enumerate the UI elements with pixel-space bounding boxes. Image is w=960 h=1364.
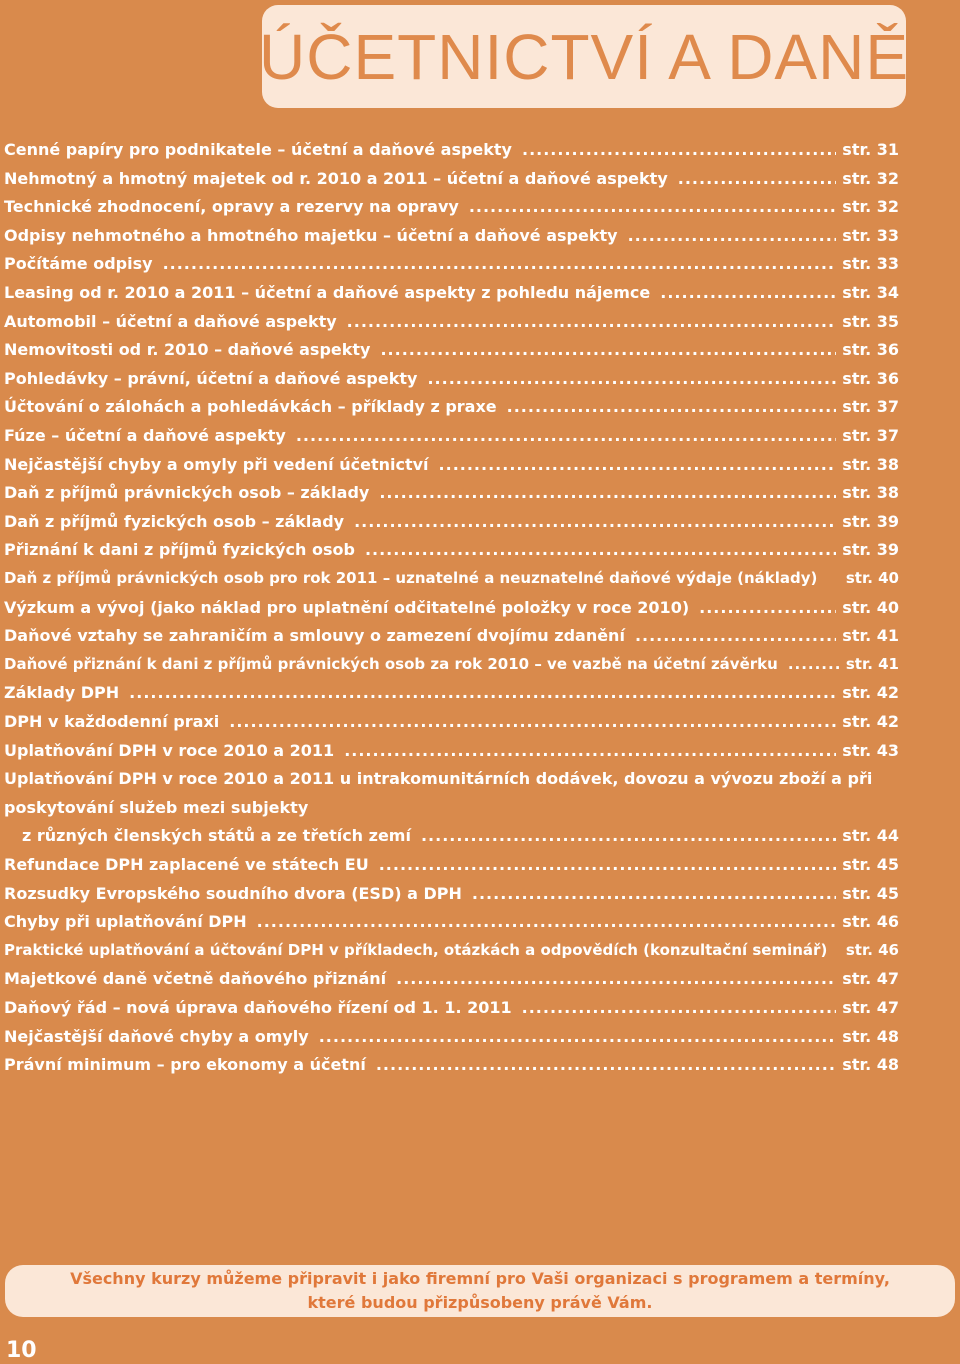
toc-entry[interactable] [4, 941, 899, 969]
toc-entry-page: str. 41 [845, 654, 899, 673]
toc-entry[interactable] [4, 1055, 899, 1083]
leader-dots [296, 426, 836, 445]
toc-entry-label: Uplatňování DPH v roce 2010 a 2011 u intrakomunitárních dodávek, dovozu a vývozu zboží a při [4, 769, 873, 789]
toc-entry-label: Praktické uplatňování a účtování DPH v příkladech, otázkách a odpovědích (konzultační seminář) [4, 940, 828, 959]
toc-entry-page: str. 44 [842, 826, 899, 846]
toc-entry-page: str. 35 [842, 311, 899, 331]
leader-dots [354, 512, 836, 531]
toc-entry[interactable] [4, 340, 899, 368]
leader-dots [678, 169, 837, 188]
toc-entry[interactable] [4, 169, 899, 197]
toc-entry-label: Nejčastější chyby a omyly při vedení účetnictví [4, 454, 429, 474]
toc-entry-label: Technické zhodnocení, opravy a rezervy na opravy [4, 197, 459, 217]
toc-entry-label: Nemovitosti od r. 2010 – daňové aspekty [4, 340, 371, 360]
leader-dots [344, 741, 836, 760]
toc-entry[interactable] [4, 369, 899, 397]
toc-entry[interactable] [4, 998, 899, 1026]
leader-dots [507, 397, 837, 416]
toc-entry[interactable] [4, 397, 899, 425]
leader-dots [229, 712, 836, 731]
toc-entry-label: Výzkum a vývoj (jako náklad pro uplatnění odčitatelné položky v roce 2010) [4, 597, 690, 617]
toc-entry-label: Automobil – účetní a daňové aspekty [4, 311, 337, 331]
toc-entry-label: Nehmotný a hmotný majetek od r. 2010 a 2011 – účetní a daňové aspekty [4, 168, 668, 188]
leader-dots [319, 1027, 837, 1046]
toc-entry[interactable] [4, 741, 899, 769]
leader-dots [257, 912, 837, 931]
toc-entry-label: poskytování služeb mezi subjekty [4, 797, 309, 817]
toc-entry-page: str. 31 [842, 140, 899, 159]
toc-entry-page: str. 37 [842, 426, 899, 445]
toc-entry-page: str. 45 [842, 883, 899, 903]
toc-entry-label: Daň z příjmů fyzických osob – základy [4, 511, 345, 531]
toc-entry-label: Refundace DPH zaplacené ve státech EU [4, 855, 369, 874]
toc-entry[interactable] [4, 569, 899, 597]
footer-line: které budou přizpůsobeny právě Vám. [307, 1293, 653, 1312]
toc-entry-page: str. 40 [845, 569, 899, 587]
toc-entry-page: str. 32 [842, 197, 899, 217]
toc-entry-label: Rozsudky Evropského soudního dvora (ESD) a DPH [4, 883, 462, 903]
toc-entry-page: str. 42 [842, 683, 899, 703]
leader-dots [660, 283, 836, 302]
leader-dots [628, 226, 837, 245]
toc-entry-label: Leasing od r. 2010 a 2011 – účetní a daňové aspekty z pohledu nájemce [4, 283, 651, 302]
toc-entry-label: Právní minimum – pro ekonomy a účetní [4, 1055, 366, 1075]
toc-entry-label: Daňové přiznání k dani z příjmů právnických osob za rok 2010 – ve vazbě na účetní závěrku [4, 654, 778, 673]
leader-dots [376, 1055, 836, 1074]
toc-entry[interactable] [4, 598, 899, 626]
toc-entry-page: str. 43 [842, 740, 899, 760]
toc-entry-page: str. 48 [842, 1026, 899, 1046]
toc-entry[interactable] [4, 512, 899, 540]
leader-dots [396, 969, 836, 988]
toc-entry[interactable] [4, 769, 899, 797]
toc-entry-page: str. 48 [842, 1055, 899, 1075]
toc-entry[interactable] [4, 197, 899, 225]
toc-entry-label: Odpisy nehmotného a hmotného majetku – účetní a daňové aspekty [4, 225, 618, 245]
toc-entry[interactable] [4, 969, 899, 997]
toc-entry[interactable] [4, 855, 899, 883]
toc-entry-page: str. 46 [845, 940, 899, 959]
toc-entry-label: Fúze – účetní a daňové aspekty [4, 426, 286, 445]
toc-entry-label: Počítáme odpisy [4, 254, 153, 274]
toc-entry[interactable] [4, 826, 899, 854]
toc-entry-label: DPH v každodenní praxi [4, 712, 220, 731]
toc-entry-page: str. 36 [842, 340, 899, 360]
footer-banner [5, 1265, 955, 1317]
toc-entry-label: Chyby při uplatňování DPH [4, 912, 247, 932]
leader-dots [379, 855, 837, 874]
toc-entry-page: str. 47 [842, 998, 899, 1017]
toc-entry[interactable] [4, 540, 899, 568]
toc-entry[interactable] [4, 455, 899, 483]
toc-entry-label: Účtování o zálohách a pohledávkách – příklady z praxe [4, 397, 497, 417]
toc-entry[interactable] [4, 655, 899, 683]
toc-entry-label: Přiznání k dani z příjmů fyzických osob [4, 540, 355, 560]
leader-dots [635, 626, 836, 645]
toc-entry-label: Daň z příjmů právnických osob – základy [4, 483, 370, 503]
toc-entry-label: Cenné papíry pro podnikatele – účetní a daňové aspekty [4, 140, 512, 159]
toc-entry-page: str. 39 [842, 540, 899, 560]
toc-entry-page: str. 32 [842, 168, 899, 188]
toc-entry-page: str. 33 [842, 254, 899, 274]
toc-entry-page: str. 40 [842, 597, 899, 617]
footer-line: Všechny kurzy můžeme připravit i jako firemní pro Vaši organizaci s programem a termíny, [70, 1269, 890, 1288]
leader-dots [421, 826, 836, 845]
toc-entry-label: Daň z příjmů právnických osob pro rok 2011 – uznatelné a neuznatelné daňové výdaje (náklady) [4, 569, 818, 587]
toc-entry-label: Majetkové daně včetně daňového přiznání [4, 969, 387, 989]
leader-dots [699, 598, 836, 617]
leader-dots [347, 312, 837, 331]
toc-entry-page: str. 46 [842, 912, 899, 932]
leader-dots [163, 254, 837, 273]
toc-entry-page: str. 42 [842, 712, 899, 731]
toc-entry-label: Základy DPH [4, 683, 120, 703]
leader-dots [365, 540, 836, 559]
leader-dots [427, 369, 836, 388]
toc-entry-label: z různých členských států a ze třetích zemí [22, 826, 411, 846]
leader-dots [379, 483, 836, 502]
toc-entry[interactable] [4, 626, 899, 654]
toc-entry-page: str. 38 [842, 483, 899, 503]
page-number: 10 [6, 1338, 37, 1363]
leader-dots [472, 884, 836, 903]
toc-entry[interactable] [4, 283, 899, 311]
toc-entry-label: Daňové vztahy se zahraničím a smlouvy o zamezení dvojímu zdanění [4, 626, 625, 646]
toc-entry-label: Pohledávky – právní, účetní a daňové aspekty [4, 368, 418, 388]
toc-entry[interactable] [4, 312, 899, 340]
leader-dots [469, 197, 836, 216]
toc-entry[interactable] [4, 1027, 899, 1055]
toc-entry[interactable] [4, 884, 899, 912]
leader-dots [522, 140, 836, 159]
toc-entry[interactable] [4, 483, 899, 511]
toc-entry-label: Nejčastější daňové chyby a omyly [4, 1026, 309, 1046]
toc-entry[interactable] [4, 712, 899, 740]
toc-entry-page: str. 34 [842, 283, 899, 302]
toc-entry[interactable] [4, 426, 899, 454]
toc-entry-page: str. 33 [842, 225, 899, 245]
toc-entry-page: str. 37 [842, 397, 899, 417]
toc-entry[interactable] [4, 226, 899, 254]
toc-entry-label: Daňový řád – nová úprava daňového řízení od 1. 1. 2011 [4, 998, 512, 1017]
toc-entry-page: str. 39 [842, 511, 899, 531]
toc-entry[interactable] [4, 140, 899, 168]
leader-dots [522, 998, 837, 1017]
toc-entry-page: str. 36 [842, 368, 899, 388]
leader-dots [380, 340, 836, 359]
page-title: ÚČETNICTVÍ A DANĚ [259, 20, 909, 93]
toc-entry-page: str. 41 [842, 626, 899, 646]
leader-dots [439, 455, 837, 474]
toc-entry[interactable] [4, 254, 899, 282]
toc-entry[interactable] [4, 683, 899, 711]
leader-dots [788, 655, 840, 673]
title-banner [259, 5, 909, 108]
toc-entry[interactable] [4, 912, 899, 940]
leader-dots [129, 683, 836, 702]
toc-entry-page: str. 45 [842, 855, 899, 874]
toc-entry-page: str. 38 [842, 454, 899, 474]
toc-entry-label: Uplatňování DPH v roce 2010 a 2011 [4, 740, 335, 760]
toc-entry-page: str. 47 [842, 969, 899, 989]
toc-entry[interactable] [4, 798, 899, 826]
